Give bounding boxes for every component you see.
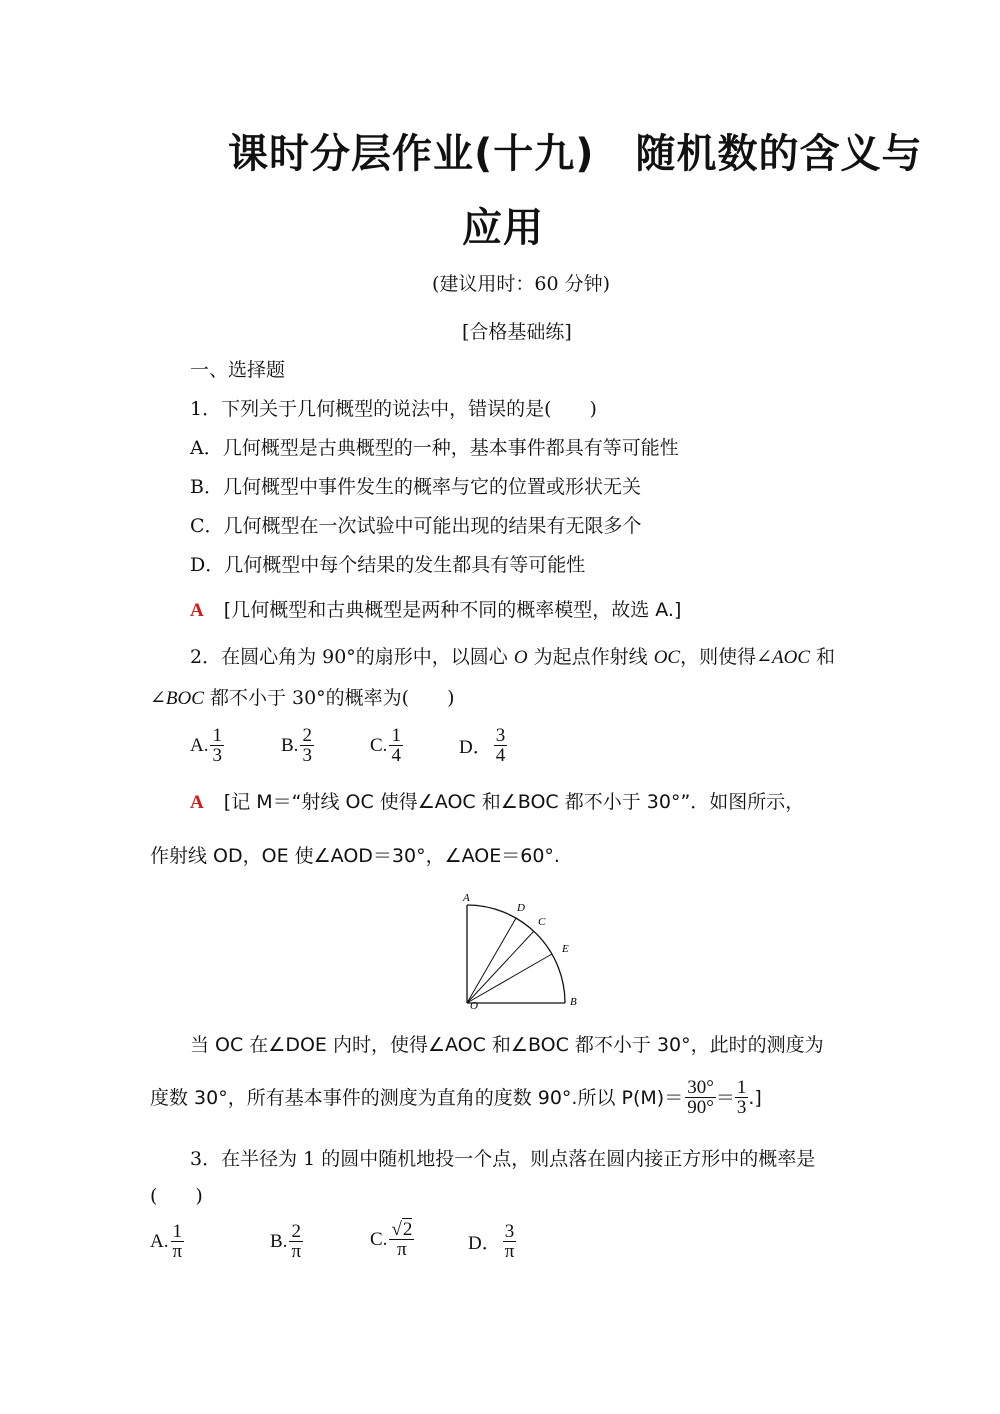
q3-option-d-label: D． [468, 1233, 501, 1254]
q1-answer-text: [几何概型和古典概型是两种不同的概率模型，故选 A.] [223, 599, 682, 621]
q2-option-d-den: 4 [495, 745, 506, 766]
q2-stem2-boc: BOC [165, 688, 204, 709]
q2-stem-line1 [190, 643, 835, 672]
section-heading: 一、选择题 [190, 359, 286, 381]
page-title-line1: 课时分层作业(十九) 随机数的含义与 [228, 131, 923, 177]
label-e: E [562, 943, 569, 955]
sqrt-icon: √2 [391, 1219, 413, 1240]
q1-option-c: C．几何概型在一次试验中可能出现的结果有无限多个 [190, 515, 642, 537]
q2-stem-text-a: 2．在圆心角为 90°的扇形中，以圆心 [190, 646, 514, 668]
q2-option-a-num: 1 [212, 725, 222, 746]
q1-answer [190, 596, 681, 625]
page-title-line2: 应用 [462, 205, 544, 251]
q3-option-b [270, 1222, 303, 1261]
q1-option-b: B．几何概型中事件发生的概率与它的位置或形状无关 [190, 476, 641, 498]
q3-option-b-den: π [291, 1241, 302, 1262]
q2-stem-aoc: AOC [772, 647, 811, 668]
q2-option-b-den: 3 [302, 745, 312, 766]
q2-option-a-den: 3 [212, 745, 222, 766]
q2-stem-line2 [150, 684, 455, 713]
section-tag: [合格基础练] [462, 321, 572, 343]
q2-option-d-label: D． [459, 737, 492, 758]
q2-option-a-label: A. [190, 734, 209, 756]
q3-option-d [468, 1222, 516, 1261]
q2-frac2-num: 1 [736, 1077, 747, 1098]
label-c: C [538, 916, 546, 928]
q2-solution-line2: 作射线 OD，OE 使∠AOD＝30°，∠AOE＝60°. [150, 845, 560, 867]
q2-option-c [370, 726, 403, 765]
q2-option-d [459, 726, 507, 765]
label-d: D [517, 902, 525, 914]
q2-frac2-den: 3 [736, 1097, 747, 1118]
q2-stem-text-b: 为起点作射线 [527, 646, 654, 668]
ray-oe [467, 954, 552, 1003]
q2-option-c-den: 4 [391, 745, 401, 766]
q1-option-d: D．几何概型中每个结果的发生都具有等可能性 [190, 554, 586, 576]
q1-option-a: A．几何概型是古典概型的一种，基本事件都具有等可能性 [190, 437, 679, 459]
q3-stem-line1: 3．在半径为 1 的圆中随机地投一个点，则点落在圆内接正方形中的概率是 [190, 1148, 816, 1170]
q2-stem2-text-a: ∠ [150, 687, 166, 709]
q2-option-d-num: 3 [495, 725, 506, 746]
q2-option-c-label: C. [370, 734, 388, 756]
q2-option-a [190, 726, 224, 765]
label-a: A [463, 892, 470, 904]
q2-solution-text4: 度数 30°，所有基本事件的测度为直角的度数 90°.所以 P(M)＝ [150, 1086, 684, 1109]
q2-stem-text-c: ，则使得∠ [680, 646, 773, 668]
q2-option-b-label: B. [281, 734, 299, 756]
q3-option-b-num: 2 [291, 1221, 301, 1242]
ray-od [467, 918, 516, 1003]
q3-option-c-label: C. [370, 1228, 388, 1250]
q2-stem-o: O [513, 647, 528, 668]
q3-option-c-num: 2 [402, 1219, 413, 1240]
label-o: O [470, 1000, 478, 1012]
q2-solution-line4 [150, 1078, 762, 1117]
q3-option-d-den: π [504, 1241, 515, 1262]
q2-stem-oc: OC [653, 647, 681, 668]
q2-stem2-text-b: 都不小于 30°的概率为( ) [203, 687, 455, 709]
q3-option-a-label: A. [150, 1230, 169, 1252]
label-b: B [570, 996, 577, 1008]
q2-solution-end: .] [748, 1086, 762, 1109]
q2-frac1-den: 90° [687, 1097, 714, 1118]
q3-option-d-num: 3 [504, 1221, 515, 1242]
q2-option-b [281, 726, 314, 765]
ray-oc [467, 931, 534, 1003]
q3-stem-line2: ( ) [150, 1185, 203, 1207]
q1-stem: 1．下列关于几何概型的说法中，错误的是( ) [190, 398, 597, 420]
q2-answer-letter: A [190, 792, 204, 813]
q3-option-a [150, 1222, 184, 1261]
q3-option-a-num: 1 [172, 1221, 183, 1242]
q3-option-c-den: π [397, 1239, 407, 1260]
q2-option-c-num: 1 [391, 725, 401, 746]
sector-figure [455, 885, 595, 1015]
time-note: (建议用时：60 分钟) [432, 273, 611, 295]
q1-answer-letter: A [190, 600, 204, 621]
q3-option-c [370, 1220, 414, 1259]
q2-option-b-num: 2 [302, 725, 312, 746]
q2-equals: ＝ [715, 1086, 735, 1109]
q3-option-a-den: π [172, 1241, 183, 1262]
q2-frac1-num: 30° [687, 1077, 714, 1098]
sector-arc [467, 905, 565, 1003]
q2-solution-text1: [记 M＝“射线 OC 使得∠AOC 和∠BOC 都不小于 30°”．如图所示， [223, 791, 805, 813]
q2-stem-text-d: 和 [810, 646, 836, 668]
q2-solution-line1 [190, 788, 804, 817]
q2-solution-line3: 当 OC 在∠DOE 内时，使得∠AOC 和∠BOC 都不小于 30°，此时的测度为 [190, 1034, 824, 1056]
q3-option-b-label: B. [270, 1230, 288, 1252]
